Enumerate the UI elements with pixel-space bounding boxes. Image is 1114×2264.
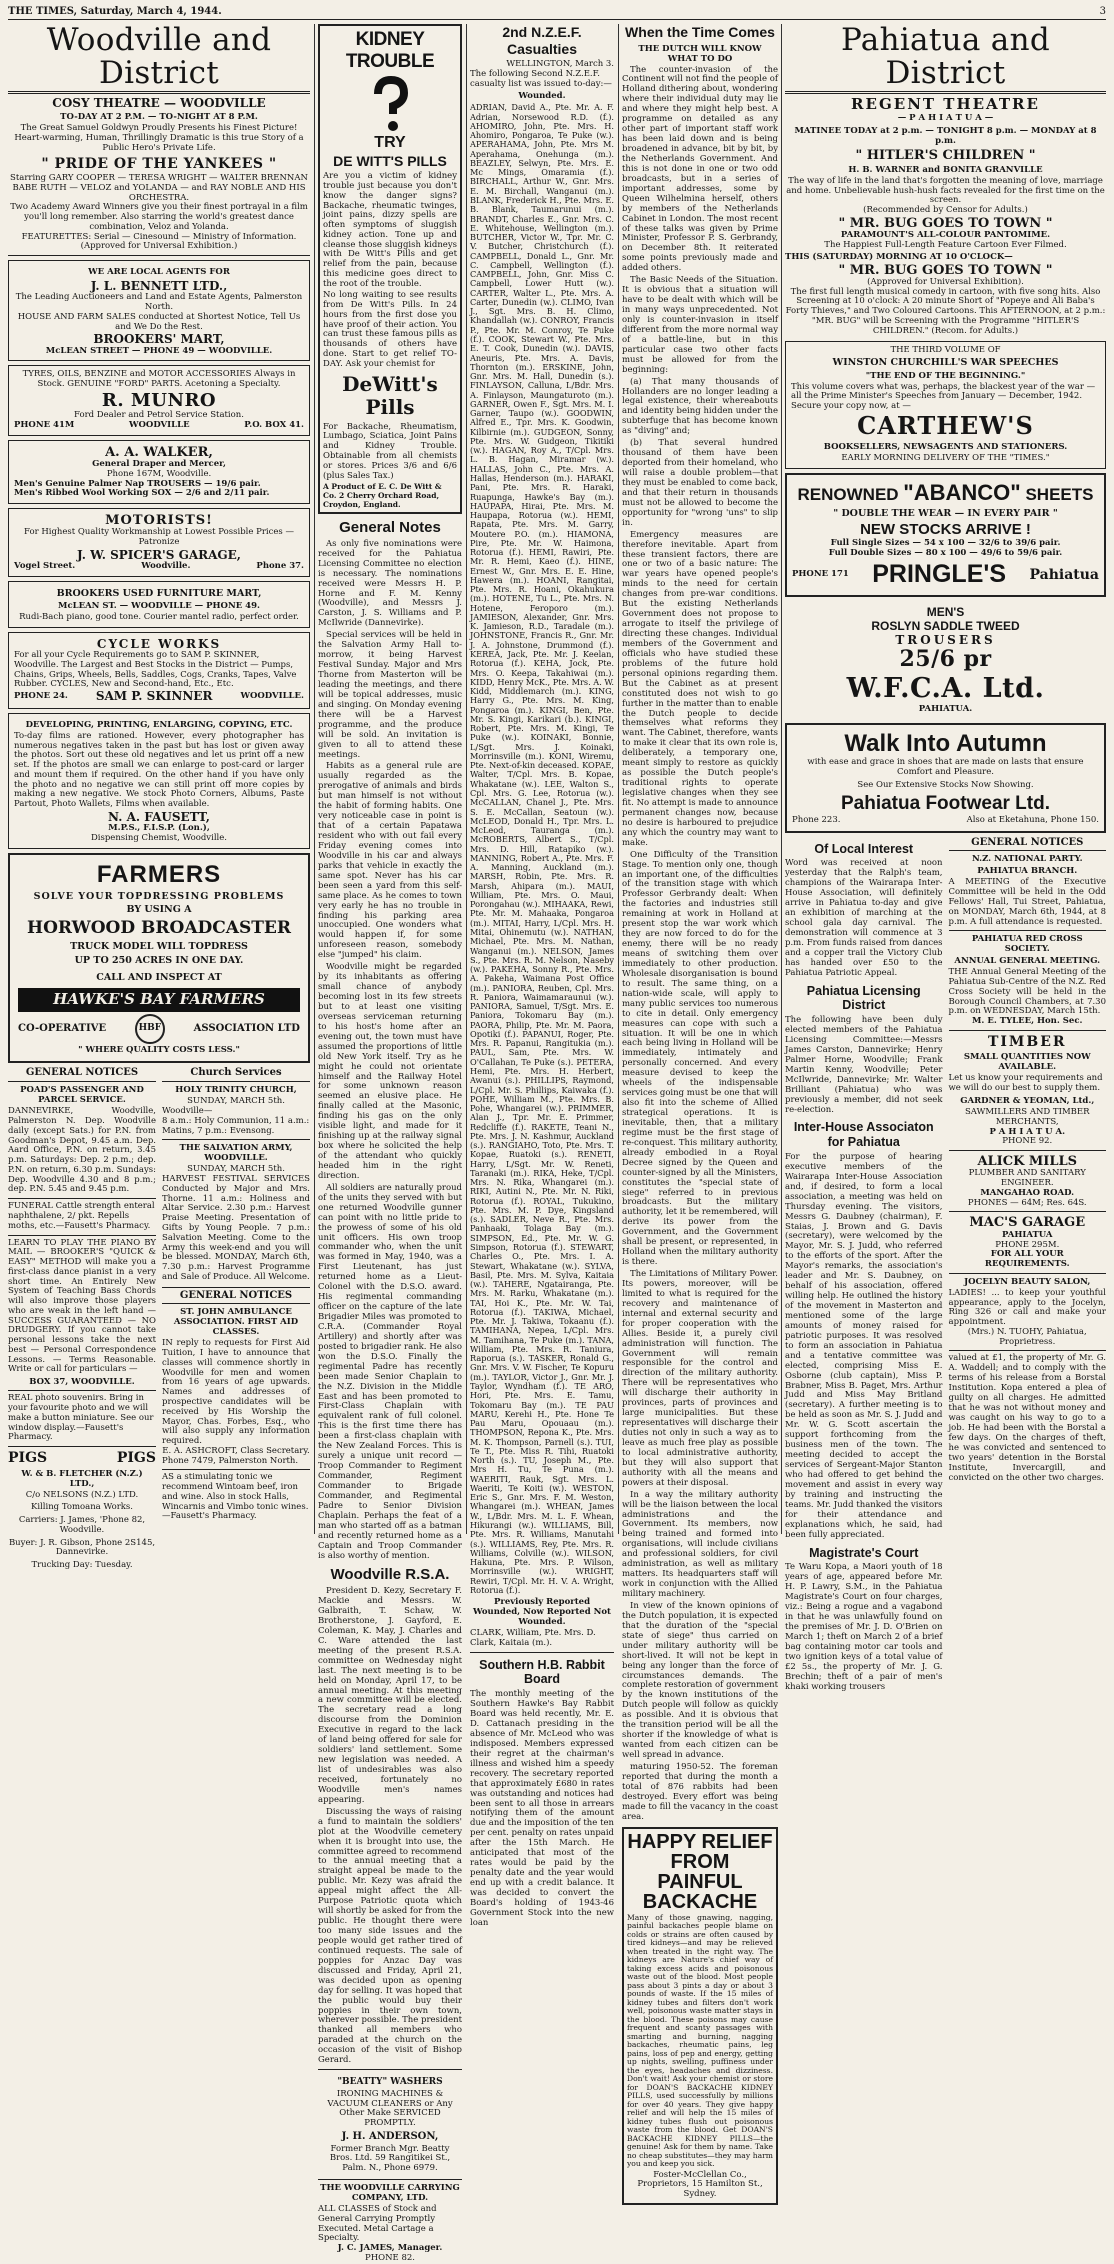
regent-blurb: The way of life in the land that's forgotten the meaning of love, marriage and home. Unbelievable hush-hush facts revealed for the first time on the screen. — [786, 175, 1105, 206]
fausett-name: N. A. FAUSETT, — [108, 809, 210, 824]
abanco-single: Full Single Sizes — 54 x 100 — 32/6 to 39/6 pair. — [830, 537, 1061, 548]
licensing-heading: Pahiatua Licensing District — [806, 983, 921, 1013]
regent-film3: " MR. BUG GOES TO TOWN " — [838, 262, 1053, 278]
abanco-slogan: " DOUBLE THE WEAR — IN EVERY PAIR " — [833, 507, 1058, 519]
woodville-general-notices — [8, 1067, 156, 1570]
general-notes-p1: As only five nominations were received for the Pahiatua Licensing Committee no election is necessary. The nominations received were Messrs H. P. Horne and F. M. Kenny (Woodville), and Messrs J. Carston, J. S. Williams and P. McIlwride (Dannevirke). — [318, 538, 462, 629]
casualties-dateline: WELLINGTON, March 3. — [506, 59, 614, 70]
cycle-text: For all your Cycle Requirements go to SAM P. SKINNER, Woodville. The Largest and Best Stocks in the District — Pumps, Chains, Grips, Wheels, Bells, Saddles, Cogs, Cranks, Tapes, Valve Rubber. CYCLES, New and Second-hand, Etc., Etc. — [14, 649, 297, 690]
alick-name: ALICK MILLS — [977, 1154, 1078, 1170]
pigs-left: PIGS — [8, 1450, 48, 1467]
pigs-day: Trucking Day: Tuesday. — [31, 1560, 133, 1571]
trinity-date: SUNDAY, MARCH 5th. — [187, 1096, 285, 1107]
photo-heading: DEVELOPING, PRINTING, ENLARGING, COPYING, ETC. — [25, 719, 293, 730]
footwear-ad — [785, 723, 1106, 833]
salvation-text: HARVEST FESTIVAL SERVICES Conducted by Major and Mrs. Thorne. 11 a.m.: Holiness and Altar Service. 2.30 p.m.: Harvest Praise Meeting. Presentation of Gifts by Young People. 7 p.m.: Salvation Meeting. Come to the Army this week-end and you will be blessed. MONDAY, March 6th, 7.30 p.m.: Harvest Programme and Sale of Produce. All Welcome. — [162, 1174, 310, 1282]
red-cross-sign: M. E. TYLEE, Hon. Sec. — [972, 1016, 1083, 1027]
carrying-title: THE WOODVILLE CARRYING COMPANY, LTD. — [320, 2182, 460, 2203]
carthew-title: WINSTON CHURCHILL'S WAR SPEECHES — [832, 357, 1059, 369]
casualty-list: ADRIAN, David A., Pte. Mr. A. F. Adrian, Norsewood R.D. (f.). AHOMIRO, John, Pte. Mrs. H. Ahomiro, Pongaroa, Te Puke (w.). APERAHAMA, John, Pte. Mrs M. Aperahama, Onehunga (m.). BEAZLEY, Selwyn, Pte. Mrs. E. Mc Mings, Omaramia (f.). BIRCHALL, Arthur W., Gnr. Mrs. E. M. Birchall, Wanganui (m.). BLANK, Frederick H., Pte. Mrs. E. B. Blank, Taumarunui (m.). BRANDT, Charles E., Gnr. Mrs. C. E. Whitehouse, Wellington (m.). BUTCHER, Victor W., Tpr. Mr. C. V. Butcher, Christchurch (f.). CAMPBELL, Donald L., Gnr. Mr. C. Campbell, Wellington (f.). CAMPBELL, John, Gnr. Miss C. Campbell, Lower Hutt (w.). CARTER, Walter L., Pte. Mrs. A. Carter, Dunedin (w.). CLIMO, Ivan J., Sgt. Mrs. B. H. Climo, Khandallah (w.). CONROY, Francis P., Pte. Mr. M. Conroy, Te Puke (f.). COOK, Stewart W., Pte. Mrs. E. T. Cook, Dunedin (w.). DAVIS, Aneuris, Pte. Mrs. A. Davis, Thornton (m.). ERSKINE, John, Gnr. Mrs. M. Hall, Dunedin (s.). FINLAYSON, Calluna, L/Bdr. Mrs. A. Finlayson, Maungaturoto (m.). GARNER, Owen F., Sgt. Mrs. M. I. Garner, Taupo (w.). GOODWIN, Alfred E., Tpr. Mrs. K. Goodwin, Kilbirnie (m.). GUDGEON, Sonny, Pte. Mrs. W. Gudgeon, Tikitiki (w.). HAGAN, Roy A., T/Cpl. Mrs. L. B. Hagan, Miramar (w.). HALLAS, John C., Pte. Mrs. A. Hallas, Henderson (m.). HARAKI, Pani, Pte. Mrs. R. Haraki, Ruapunga, Hawke's Bay (m.). HAUPAPA, Hirai, Pte. Mrs. M. Haupapa, Rotorua (w.). HEMI, Rapata, Pte. Mrs. M. Garry, Moutere P.O. (m.). HIAMONA, Pire, Pte. Mr. W. Haimona, Rotorua (f.). HEMI, Rawiri, Pte. Mr. R. Hemi, Kaeo (f.). HINE, Ernest W., Gnr. Mrs. E. E. Hine, Hawera (m.). HOANI, Rangitai, Pte. Mrs. R. Hoani, Okahukura (m.). HOTENE, Tu L., Pte. Mrs. N. Hotene, Feroporo (m.). JAMIESON, Alexander, Gnr. Mrs. K. Jamieson, R.D., Taradale (m.). JOHNSTONE, Francis R., Gnr. Mr. J. A. Johnstone, Drummond (f.). KEREA, Jack, Pte. Mr. J. Keelan, Rotorua (f.). KEHA, Jock, Pte. Mrs. O. Keepa, Takahiwai (m.). KIDD, Henry McK., Pte. Mrs. A. W. Kidd, Middlemarch (m.). KING, Harry G., Pte. Mrs. M. King, Pongaroa (m.). KINGI, Ben, Pte. Mr. S. Kingi, Karikari (b.). KINGI, Robert, Pte. Mrs. M. Kingi, Te Puke (w.). KOINAKI, Bonnie, L/Sgt. Mrs. J. Koinaki, Morrinsville (m.). KONI, Wiremu, Pte. Next-of-kin deceased. KOPAE, Walter, T/Cpl. Mrs. B. Kopae, Whakatane (w.). LEE, Walton S., Cpl. Mrs. G. Lee, Rotorua (w.). McCALLAN, Chanel J., Pte. Mrs. S. E. McCallan, Seatoun (w.). McLEOD, Donald H., Tpr. Mrs. L. McLeod, Tauranga (m.). McROBERTS, Albert S., T/Cpl. Mrs. D. Hill, Ratapiko (w.). MANNING, Robert A., Pte. Mrs. F. A. Manning, Auckland (m.). MARSH, Robin, Pte. Mrs. R. Marsh, Ahipara (m.). MAUI, William, Pte. Mrs. O. Maui, Porongahau (w.). MIHAAKA, Rewi, Pte. Mr. M. Mahaaka, Pongaroa (m.). MITAI, Harry, L/Cpl. Mrs. H. Mitai, Ohinemutu (w.). NATHAN, Michael, Pte. Mrs. M. Nathan, Wanganui (m.). NELSON, James S., Pte. Mrs. R. M. Nelson, Naseby (w.). PAKEHA, Sonny R., Pte. Mrs. A. Pakeha, Waimana Post Office (m.). PANIORA, Reuben, Cpl. Mrs. R. Paniora, Waimamaraunui (w.). PANIORA, Samuel, T/Sgt. Mrs. E. Paniora, Tokomaru Bay (m.). PAORA, Philip, Pte. Mr. M. Paora, Opotiki (f.). PAPANUI, Roger, Pte. Mrs. R. Papanui, Rangitukia (m.). PAUL, Sam, Pte. Mrs. W. O'Callahan, Te Puke (s.). PETERA, Hemi, Pte. Mrs. H. Herbert, Awanui (s.). PHILLIPS, Raymond, L/Cpl. Mr. S. Phillips, Kaiwaka (f.). POHE, William M., Pte. Mrs. B. Pohe, Whangarei (w.). PRIMMER, Alan J., Tpr. Mr. E. Primmer, Redcliffe (f.). RAKETE, Teani N., Pte. Mrs. J. N. Kashmur, Auckland (s.). RANGIAHO, Toto, Pte. Mrs. T. Kopae, Ruatoki (s.). RENETI, Harry, L/Sgt. Mr. W. Reneti, Taranaki (m.). RIKA, Heke, T/Cpl. Mrs. N. Rika, Whangarei (m.). RIKI, Autini N., Pte. Mr. N. Riki, Rotorua (f.). ROYAL, Tukukino, Pte. Mrs. M. P. Dye, Kingsland (s.). SADLER, Neve R., Pte. Mrs. Panhaaki, Tolaga Bay (m.). SIMPSON, Ed., Pte. Mr. W. G. Simpson, Rotorua (f.). STEWART, Charles O., Pte. Mrs. I. A. Stewart, Whakatane (w.). SYLVA, Basil, Pte. Mrs. M. Sylva, Kaitaia (w.). TAHERE, Ngatairanga, Pte. Mrs. M. Rarku, Whakatane (m.). TAI, Hoi K., Pte. Mr. W. Tai, Rotorua (f.). TAKIWA, Michael, Pte. Mr. J. Takiwa, Tokaanu (f.). TAMIHANA, Nepea, L/Cpl. Mrs. M. Tamihana, Te Puke (m.). TANA, William, Pte. Mrs. R. Taniura, Raporua (s.). TASKER, Ronald G., Gnr. Mrs. V. W. Fischer, Te Kopuru (m.). TAYLOR, Victor J., Gnr. Mr. J. Taylor, Wyndham (f.). TE ARO, Hori, Pte. Mrs. E. Tamu, Tokomaru Bay (m.). TE PAU MARU, Kerehi H., Pte. Hone Te Pau Maru, Opouaau (m.). THOMPSON, Repona K., Pte. Mrs. M. K. Thompson, Parnell (s.). TUI, Te T., Pte. Miss R. Tihi, Ruatoki North (s.). TU, Joseph M., Pte. Mrs H. Tu, Te Puna (m.). WAERITI, Rauk, Sgt. Mrs. L. Waeriti, Te Koiti (w.). WESTON, Eric S., Gnr. Mrs. F. M. Weston, Whangarei (m.). WHEAN, James W., L/Bdr. Mrs. M. L. F. Whean, Hikurangi (w.). WILLIAMS, Bill, Pte. Mrs. R. Williams, Manutahi (s.). WILLIAMS, Rey, Pte. Mrs. R. Williams, Colville (w.). WILSON, Hakuna, Pte. Mrs. P. Wilson, Morrinsville (w.). WRIGHT, Rewiri, T/Cpl. Mr. H. V. A. Wright, Rotorua (f.). — [470, 102, 614, 1595]
pigs-right: PIGS — [116, 1450, 156, 1467]
beatty-name: J. H. ANDERSON, — [341, 2130, 439, 2142]
rsa-heading: Woodville R.S.A. — [330, 1566, 450, 1584]
agents-name: J. L. BENNETT LTD., — [90, 279, 228, 294]
regent-film1: " HITLER'S CHILDREN " — [855, 147, 1036, 163]
film-approval: (Approved for Universal Exhibition.) — [80, 241, 238, 252]
farmers-line1: SOLVE YOUR TOPDRESSING PROBLEMS — [33, 890, 285, 902]
alick-desc: PLUMBER AND SANITARY ENGINEER. — [968, 1168, 1086, 1189]
salvation-date: SUNDAY, MARCH 5th. — [187, 1164, 285, 1175]
macs-sub: FOR ALL YOUR REQUIREMENTS. — [984, 1249, 1070, 1270]
regent-approval: (Recommended by Censor for Adults.) — [863, 205, 1028, 216]
carthew-desc: BOOKSELLERS, NEWSAGENTS AND STATIONERS. — [823, 442, 1068, 453]
alick-phone: PHONES — 64M; Res. 64S. — [967, 1197, 1087, 1208]
kidney-desc: For Backache, Rheumatism, Lumbago, Sciatica, Joint Pains and Kidney Trouble. Obtainable from all chemists or stores. Prices 3/6 and 6/6 (plus Sales Tax.) — [323, 421, 457, 481]
munro-box: P.O. BOX 41. — [244, 419, 304, 430]
film-cast: Starring GARY COOPER — TERESA WRIGHT — WALTER BRENNAN BABE RUTH — VELOZ and YOLANDA — and RAY NOBLE AND HIS ORCHESTRA. — [10, 173, 308, 203]
wfca-town: PAHIATUA. — [918, 704, 973, 715]
abanco-sheets: SHEETS — [1025, 484, 1094, 504]
time-comes-p6: One Difficulty of the Transition Stage. To mention only one, though an important one, of the difficulties of the transition stage with which Professor Gerbrandy dealt: When the factories and industries still remaining at work in Holland at present stop the war work which they are now forced to do for the enemy, there will be no ready means of switching them over immediately to other production. Wholesale disorganisation is bound to result. The same thing, on a nation-wide scale, will apply to many public services too numerous to cite in detail. Only emergency measures can cope with such a situation. It will be one in which each being living in Holland will be immediately, intimately and personally concerned. And every measure devised to keep the wheels of the indispensable services going must be one that will also fit into the scheme of Allied strategical operations. It is inevitable, then, that a military regime must be the first stage of re-conquest. This military authority, already embodied in a Royal Decree signed by the Queen and counter-signed by all the Ministers, constitutes the "special state of siege" referred to in previous broadcasts. But the military authority, let it be remembered, will derive its power from the Government, and the Government shall be present, or represented, in Holland when the military authority is there. — [622, 849, 778, 1268]
regent-theatre-ad — [785, 96, 1106, 336]
magistrate-text: Te Waru Kopa, a Maori youth of 18 years of age, appeared before Mr. H. P. Lawry, S.M., in the Pahiatua Magistrate's Court on four charges, viz.: Being a rogue and a vagabond in that he was unlawfully found on the premises of Mr. J. D. O'Brien on March 1; theft on March 2 of a brief bag containing motor car tools and two ignition keys of a total value of £2 5s., the property of Mr. J. G. Brechin; theft of a pair of men's khaki working trousers — [785, 1562, 943, 1692]
regent-happiest: The Happiest Full-Length Feature Cartoon Ever Filmed. — [824, 240, 1067, 251]
farmers-ad — [8, 853, 310, 1064]
beatty-title: "BEATTY" WASHERS — [337, 2077, 443, 2088]
church-heading: Church Services — [162, 1067, 310, 1082]
stjohn-sign: E. A. ASHCROFT, Class Secretary. — [162, 1445, 310, 1456]
trinity-title: HOLY TRINITY CHURCH, — [175, 1085, 297, 1096]
pahiatua-banner: Pahiatua and District — [841, 22, 1050, 91]
stjohn-title: ST. JOHN AMBULANCE ASSOCIATION. FIRST AID CLASSES. — [173, 1307, 299, 1338]
interhouse-text: For the purpose of hearing executive members of the Wairarapa Inter-House Association and, if desired, to form a local association, a meeting was held on Thursday evening. The visitors, Messrs G. Daubney (chairman), F. Staias, J. Brown and G. Davis (secretary), were welcomed by the Mayor, Mr. S. J. Judd, who referred to the efforts of the sport. After the Mayor's remarks, the association's leader and Mr. S. Daubney, on behalf of his association, offered willing help. He outlined the history of the movement in Masterton and mentioned some of the large amounts of money raised for patriotic purposes. It was resolved to form an association in Pahiatua and a tentative committee was elected, comprising Miss E. Osborne (club captain), Miss P. Brabner, Miss B. Paget, Mrs. Arthur Judd and Miss May Britland (secretary). A further meeting is to be held as soon as Mr. S. J. Judd and Mr. W. G. Scott ascertain the support forthcoming from the business men of the town. The meeting decided to accept the services of Sergeant-Major Stanton who had offered to get behind the movement and assist in every way by training and instructing the teams. Mr. Judd thanked the visitors for their attendance and explanations which, he said, had been fully appreciated. — [785, 1151, 943, 1540]
happy-relief-ad — [622, 1827, 778, 2205]
souvenir-notice: REAL photo souvenirs. Bring in your favourite photo and we will make a button miniature. See our window display.—Fausett's Pharmacy. — [8, 1393, 154, 1443]
timber-heading: TIMBER — [987, 1033, 1067, 1050]
notices-heading-2: GENERAL NOTICES — [162, 1287, 310, 1305]
pahiatua-section — [785, 22, 1106, 1692]
hbf-logo-top: HAWKE'S BAY FARMERS — [18, 988, 300, 1012]
agents-firm: BROOKERS' MART, — [93, 332, 225, 347]
timber-town: P A H I A T U A. — [989, 1126, 1066, 1137]
kidney-headline: KIDNEY TROUBLE — [345, 29, 435, 73]
regent-town: — P A H I A T U A — — [897, 112, 994, 123]
salon-text: LADIES! ... to keep your youthful appearance, apply to the Jocelyn, Ring 326 or call and make your appointment. — [948, 1287, 1106, 1328]
spicer-town: Woodville. — [141, 561, 191, 572]
time-comes-body — [622, 66, 778, 1823]
rsa-p2: Discussing the ways of raising a fund to maintain the soldiers' plot at the Woodville cemetery when it is brought into use, the committee agreed to recommend to the annual meeting that a straight appeal be made to the public. Mr. Kezy was afraid the appeal might affect the All-Purpose Patriotic quota which will shortly be asked for from the public. He thought there were too many side issues and the people would get rather tired of continued requests. The sale of poppies for Anzac Day was discussed and Friday, April 21, was decided upon as opening day for selling. It was hoped that the public would buy their poppies in their own town, wherever possible. The president thanked all members who paraded at the church on the occasion of the visit of Bishop Gerard. — [318, 1806, 462, 2066]
time-comes-p5: Emergency measures are therefore inevitable. Apart from these transient factors, there are one or two of a basic nature: The war years have opened people's minds to the need for certain changes from pre-war conditions. But the existing Netherlands Government does not propose to arrogate to itself the privilege of directing these changes. Individual members of the Government and officials who have studied these problems of the future hold personal opinions regarding them. But the Cabinet as at present constituted does not wish to go further in the matter than to enable the Dutch people to decide themselves what reforms they want. The Cabinet, therefore, wants to make it clear that its own role is, deliberately, a temporary one, meant simply to restore as quickly as possible the Dutch people's traditional rights to operate legislative changes when they see fit. No attempt is made to announce permanent changes now, because no desire is harboured to prejudice any which the country may want to make. — [622, 529, 778, 848]
cycle-town: WOODVILLE. — [240, 691, 304, 702]
autumn-window: See Our Extensive Stocks Now Showing. — [857, 779, 1034, 790]
walker-line1: Men's Genuine Palmer Nap TROUSERS — 19/6 pair. — [14, 478, 261, 489]
red-cross: PAHIATUA RED CROSS SOCIETY. — [971, 934, 1083, 955]
walker-line2: Men's Ribbed Wool Working SOX — 2/6 and 2/11 pair. — [14, 488, 270, 499]
pahiatua-notices-heading: GENERAL NOTICES — [949, 837, 1107, 852]
film-awards: Two Academy Award Winners give you their finest portrayal in a film you'll long remember. Also starring the world's greatest dance combination, Veloz and Yolanda. — [10, 202, 308, 232]
magistrate-heading: Magistrate's Court — [809, 1545, 919, 1560]
casualties-wounded-label: Wounded. — [518, 91, 566, 102]
general-notes-p5: All soldiers are naturally proud of the units they served with but one returned Woodville gunner can point with no little pride to the prowess of some of his old unit officers. His own troop commander who, when the unit was formed in May, 1940, was a First Lieutenant, has just returned home as a Lieut-Colonel with the D.S.O. award. His regimental commanding officer on the capture of the late Brigadier Miles was promoted to C.R.A. (Commander Royal Artillery) and shortly after was posted to brigadier rank. He also won the D.S.O. Finally the regimental Padre has recently been made Senior Chaplain to the N.Z. Division in the Middle East and has been promoted to First-Class Chaplain with equivalent rank of full colonel. This is the first time there has been a first-class chaplain with the New Zealand Forces. This is surely a unique unit record — Troop Commander to Regiment Commander, Regiment Commander to Brigade Commander, and Regimental Padre to Senior Division Chaplain. Perhaps the feat of a man who started off as a batman and recently returned home as a Captain and Troop Commander is also worthy of mention. — [318, 1182, 462, 1561]
autumn-heading: Walk Into Autumn — [844, 729, 1047, 757]
abanco-stocks: NEW STOCKS ARRIVE ! — [860, 521, 1031, 539]
theatre-intro: The Great Samuel Goldwyn Proudly Presents his Finest Picture! Heart-warming, Human, Thrillingly Dramatic is this true Story of a Public Hero's Private Life. — [14, 123, 304, 153]
happy-text: Many of those gnawing, nagging, painful backaches people blame on colds or strains are often caused by tired kidneys—and may be relieved when treated in the right way. The kidneys are Nature's chief way of taking excess acids and poisonous waste out of the blood. Most people pass about 3 pints a day or about 3 pounds of waste. If the 15 miles of kidney tubes and filters don't work well, poisonous waste matter stays in the blood. These poisons may cause frequent and scanty passages with smarting and burning, nagging backaches, rheumatic pains, leg pains, loss of pep and energy, getting up nights, swelling, puffiness under the eyes, headaches and dizziness. Don't wait! Ask your chemist or store for DOAN'S BACKACHE KIDNEY PILLS, used successfully by millions for over 40 years. They give happy relief and will help the 15 miles of kidney tubes flush out poisonous waste from the blood. Get DOAN'S BACKACHE KIDNEY PILLS—the genuine! Ask for them by name. Take no cheap substitutes—they may harm you and keep you sick. — [627, 1912, 773, 2169]
walker-ad — [8, 440, 310, 504]
masthead-date: THE TIMES, Saturday, March 4, 1944. — [8, 6, 222, 17]
pringles-name: PRINGLE'S — [872, 560, 1006, 589]
hbf-logo-right: ASSOCIATION LTD — [193, 1022, 300, 1034]
cosy-theatre-ad — [8, 96, 310, 252]
general-notes-p3: Habits as a general rule are usually regarded as the prerogative of animals and birds but man himself is not without the habit of forming habits. One very noticeable case in point is that of a certain Papatawa resident who with out fail every Friday evening comes into Woodville in his car and always parks that vehicle in exactly the same spot. Never has his car been seen a yard from this self-same place. As he comes to town very early he has no trouble in finding his parking area unoccupied. One wonders what would happen if, for some unforeseen reason, somebody else "jumped" his claim. — [318, 761, 462, 961]
kidney-trouble-ad — [318, 24, 462, 514]
salon-sign: (Mrs.) N. TUOHY, Pahiatua, Proprietress. — [967, 1326, 1087, 1347]
time-comes-p9: In view of the known opinions of the Dutch population, it is expected that the duration of the "special state of siege" thus carried on under military authority will be short-lived. It will not be kept in being any longer than the force of circumstances demands. The complete restoration of government by the known institutions of the Dutch people will follow as quickly as possible. And it is obvious that the transition period will be all the shorter if the knowledge of what is wanted from each citizen can be well spread in advance. — [622, 1600, 778, 1761]
time-comes-p7: The Limitations of Military Power. Its powers, moreover, will be limited to what is required for the recovery and maintenance of internal and external security and for proper cooperation with the Allies. Beside it, a purely civil administration will function. The Government will remain responsible for the control and direction of the military authority. There will be representatives who will discharge their authority in provinces, parts of provinces and large municipalities. But these representatives will discharge their duties not only in such a way as to leave as much free play as possible to local administrative authority, but they will also support that authority with all the means and powers at their disposal. — [622, 1269, 778, 1488]
kidney-maker: A Product of E. C. De Witt & Co. 2 Cherry Orchard Road, Croydon, England. — [323, 482, 442, 509]
general-notes-body — [318, 540, 462, 1562]
general-notes-p2: Special services will be held in the Salvation Army Hall to-morrow, it being Harvest Festival Sunday. Major and Mrs Thorne from Masterton will be leading the meetings, and there will be topical addresses, music and singing. On Monday evening there will be a Harvest programme, and the produce will be sold. An invitation is given to all to attend these meetings. — [318, 630, 462, 760]
poad-text: DANNEVIRKE, Woodville, Palmerston N. Dep. Woodville daily (except Sats.) for P.N. from Goodman's Depot, 9.45 a.m. Dep. Aard Office, P.N. on return, 3.45 p.m. Saturdays: Dep. 2 p.m.; dep. P.N. on return, 6.30 p.m. Sundays: Dep. Woodville 4.30 and 8 p.m.; dep. P.N. 5.45 and 9.45 p.m. — [8, 1106, 156, 1195]
spicer-ad — [8, 508, 310, 577]
beatty-line1: IRONING MACHINES & VACUUM CLEANERS or Any Other Make SERVICED PROMPTLY. — [327, 2088, 453, 2129]
kidney-try: TRY — [374, 133, 406, 151]
pringles-town: Pahiatua — [1029, 566, 1099, 583]
time-comes-p4: (b) That several hundred thousand of them have been deported from their homeland, who will raise a double problem—that they must be enabled to come back, and that their return in thousands must not be allowed to become the opportunity for "wrong 'uns" to slip in. — [622, 438, 778, 528]
time-comes-p8: In a way the military authority will be the liaison between the local administrations and the Government. Its members, now being trained and formed into organisations, will include civilians and professional soldiers, for civil administration, as well as military matters. Its headquarters staff will work in conjunction with the Allied military machinery. — [622, 1489, 778, 1600]
munro-name: R. MUNRO — [101, 389, 217, 411]
woodville-banner: Woodville and District — [46, 22, 272, 91]
photo-text: To-day films are rationed. However, every photographer has numerous negatives taken in the past but has lost or given away the photos. Sort out these old negatives and let us print off a new set. If the photos are small we can enlarge to post-card or larger and mount them if required. On the other hand if you have only the photo and no negative we can still print off more copies by making a new negative. We stock Photo Corners, Albums, Paste Partout, Photo Wallets, Films when available. — [14, 730, 304, 810]
salvation-title: THE SALVATION ARMY, WOODVILLE. — [179, 1143, 293, 1164]
beatty-address: Former Branch Mgr. Beatty Bros. Ltd. 59 Rangitikei St., Palm. N., Phone 6979. — [329, 2143, 451, 2174]
church-services — [162, 1067, 310, 1570]
fausett-desc: Dispensing Chemist, Woodville. — [90, 832, 228, 843]
pigs-name: W. & B. FLETCHER (N.Z.) LTD., — [21, 1468, 143, 1489]
fausett-quals: M.P.S., F.I.S.P. (Lon.), — [108, 823, 210, 834]
page-number: 3 — [1099, 6, 1106, 17]
abanco-ad — [785, 473, 1106, 597]
agents-address: McLEAN STREET — PHONE 49 — WOODVILLE. — [45, 345, 273, 356]
footwear-phone: Phone 223. — [792, 814, 841, 825]
hbf-slogan: " WHERE QUALITY COSTS LESS." — [78, 1044, 240, 1055]
spicer-street: Vogel Street. — [14, 561, 76, 572]
tonic-notice: AS a stimulating tonic we recommend Wintoam beef, iron and wine. Also in stock Halls, Wincarnis and Vimbo tonic wines.—Fausett's Pharmacy. — [162, 1472, 309, 1522]
carthew-top: THE THIRD VOLUME OF — [890, 344, 1001, 355]
carthew-delivery: EARLY MORNING DELIVERY OF THE "TIMES." — [841, 453, 1050, 464]
magistrate-text2: valued at £1, the property of Mr. G. A. Waddell; and to comply with the terms of his release from a Borstal Institution. Kopa entered a plea of guilty on all charges. He admitted that he was not without money and was caught on his way to go to a job. He had been with the Borstal a few days. On the charges of theft, he was convicted and sentenced to two years' detention in the Borstal Institute, Invercargill, and convicted on the other two charges. — [948, 1353, 1106, 1483]
fausett-ad — [8, 713, 310, 849]
casualties-heading: 2nd N.Z.E.F. Casualties — [502, 24, 582, 57]
happy-headline: HAPPY RELIEF FROM PAINFUL BACKACHE — [627, 1830, 773, 1913]
red-cross-annual: ANNUAL GENERAL MEETING. — [954, 956, 1101, 967]
wfca-ad — [785, 601, 1106, 719]
interhouse-heading: Inter-House Associaton for Pahiatua — [793, 1120, 934, 1150]
hbf-logo-left: CO-OPERATIVE — [18, 1022, 107, 1034]
timber-text: Let us know your requirements and we will do our best to supply them. — [948, 1073, 1103, 1094]
motorists-line: For Highest Quality Workmanship at Lowest Possible Prices — Patronize — [24, 527, 294, 548]
pigs-killing: Killing Tomoana Works. — [30, 1502, 133, 1513]
masthead — [8, 6, 1106, 20]
stjohn-text: IN reply to requests for First Aid Tuition, I have to announce that classes will commence shortly in Woodville for men and women from 16 years of age upwards. Names and addresses of prospective candidates will be received by His Worship the Mayor, Chas. Forbes, Esq., who will also supply any information required. — [162, 1338, 310, 1447]
casualties-intro: The following Second N.Z.E.F. casualty list was issued to-day:— — [470, 68, 612, 89]
party-branch: PAHIATUA BRANCH. — [977, 866, 1078, 877]
salon-name: JOCELYN BEAUTY SALON, — [964, 1276, 1091, 1287]
bennett-ad — [8, 260, 310, 361]
piano-notice: LEARN TO PLAY THE PIANO BY MAIL — BROOKER'S "QUICK & EASY" METHOD will make you a first-class dance pianist in a very short time. An Entirely New System of Teaching Bass Chords will also improve those players who are weak in the left hand — SUCCESS GUARANTEED — NO DRUDGERY. If you cannot take personal lessons take the next best — Personal Correspondence Lessons. — Terms Reasonable. Write or call for particulars — — [8, 1237, 156, 1375]
brookers-name: BROOKERS USED FURNITURE MART, — [56, 587, 262, 599]
rabbit-heading: Southern H.B. Rabbit Board — [479, 1657, 605, 1687]
regent-pantomime: PARAMOUNT'S ALL-COLOUR PANTOMIME. — [840, 230, 1051, 241]
munro-ad — [8, 365, 310, 435]
walker-desc: General Draper and Mercer, — [92, 458, 226, 469]
farmers-line3: TRUCK MODEL WILL TOPDRESS — [70, 941, 248, 953]
regent-screen: The first full length musical comedy in cartoon, with five song hits. Also Screening at 10 o'clock: A 20 minute Short of "Popeye and Ali Baba's Forty Thieves," and Two Coloured Cartoons. This AFTERNOON, at 2 p.m.: "MR. BUG" will be Screening with the Programme "HITLER'S CHILDREN." (Recom. for Adults.) — [785, 286, 1106, 336]
time-comes-p1: The counter-invasion of the Continent will not find the people of Holland dithering about, wondering where their individual duty may lie and where they might help best. A programme on detailed as any other part of important staff work has been laid down and is being broadened in advance, bit by bit, by the Netherlands Government. And this is not done in one or two odd broadcasts, but in a series of important addresses, some by Queen Wilhelmina herself, others by members of the Netherlands Cabinet in London. The most recent of these talks was given by Prime Minister, Professor P. S. Gerbrandy, on December 8th. It reiterated some points previously made and added others. — [622, 64, 778, 274]
cycle-phone: PHONE 24. — [14, 691, 68, 702]
general-notes-heading: General Notes — [339, 519, 441, 537]
autumn-sub: with ease and grace in shoes that are made on lasts that ensure Comfort and Pleasure. — [807, 757, 1084, 777]
regent-cast: H. B. WARNER and BONITA GRANVILLE — [848, 164, 1043, 175]
carthew-ad — [785, 341, 1106, 469]
carrying-sign: J. C. JAMES, Manager. — [337, 2243, 443, 2254]
rsa-p1: President D. Kezy, Secretary F. Mackie and Messrs. W. Galbraith, T. Schaw, W. Brotherstone, J. Gayford, E. Coleman, K. May, J. Charles and C. Ware attended the last meeting of the present R.S.A. committee on Wednesday night last. The next meeting is to be held on Monday, April 17, to be annual meeting. At this meeting a new committee will be elected. The secretary read a long discourse from the Dominion Executive in regard to the lack of land being offered for sale for soldiers' land settlement. Some new legislation was needed. A list of undesirables was also received, fortunately no Woodville men's names appearing. — [318, 1586, 462, 1805]
party-meeting: A MEETING of the Executive Committee will be held in the Odd Fellows' Hall, Tui Street, Pahiatua, on MONDAY, March 6th, 1944, at 8 p.m. A full attendance is requested. — [948, 877, 1106, 927]
theatre-times: TO-DAY AT 2 P.M. — TO-NIGHT AT 8 P.M. — [60, 112, 258, 123]
poad-title: POAD'S PASSENGER AND PARCEL SERVICE. — [20, 1085, 144, 1106]
carrying-text: ALL CLASSES of Stock and General Carrying Promptly Executed. Metal Cartage a Specialty. — [318, 2203, 437, 2244]
agents-heading: WE ARE LOCAL AGENTS FOR — [88, 267, 230, 278]
alick-road: MANGAHAO ROAD. — [980, 1187, 1075, 1198]
timber-desc: SAWMILLERS AND TIMBER MERCHANTS, — [964, 1107, 1090, 1127]
agents-house: HOUSE AND FARM SALES conducted at Shortest Notice, Tell Us and We Do the Rest. — [17, 311, 301, 332]
regent-approval2: (Approved for Universal Exhibition). — [867, 276, 1024, 287]
beatty-ad — [318, 2074, 462, 2175]
abanco-double: Full Double Sizes — 80 x 100 — 49/6 to 59/6 pair. — [828, 547, 1063, 558]
kidney-brand: DE WITT'S PILLS — [333, 152, 447, 169]
timber-phone: PHONE 92. — [1002, 1136, 1053, 1147]
pahiatua-news — [785, 837, 943, 1693]
farmers-line2: BY USING A — [126, 904, 192, 916]
farmers-line5: CALL AND INSPECT AT — [96, 971, 222, 983]
macs-name: MAC'S GARAGE — [969, 1215, 1086, 1231]
cycle-name: SAM P. SKINNER — [95, 689, 213, 704]
regent-times: MATINEE TODAY at 2 p.m. — TONIGHT 8 p.m. — MONDAY at 8 p.m. — [794, 125, 1097, 146]
cycle-heading: CYCLE WORKS — [96, 636, 222, 651]
local-interest-text: Word was received at noon yesterday that the Ralph's team, champions of the Wairarapa Inter-House Association, will definitely arrive in Pahiatua to-day and give an exhibition of marching at the school gala day carnival. The demonstration will commence at 3 p.m. From funds raised from dances and a copper trail the Victory Club has handed over £50 to the Pahiatua Patriotic Appeal. — [785, 858, 943, 978]
dewitts-logo: DeWitt's Pills — [342, 371, 438, 420]
kidney-text2: No long waiting to see results from De Witt's Pills. In 24 hours from the first dose you have proof of their action. You can trust these famous pills as thousands of others have done. Start to get relief TO-DAY. Ask your chemist for — [323, 290, 457, 369]
wfca-price: 25/6 pr — [899, 646, 992, 673]
pigs-carriers: Carriers: J. James, 'Phone 82, Woodville. — [18, 1515, 146, 1535]
trinity-times: 8 a.m.: Holy Communion, 11 a.m.: Matins, 7 p.m.: Evensong. — [162, 1115, 310, 1136]
regent-morning: THIS (SATURDAY) MORNING AT 10 O'CLOCK— — [785, 251, 1013, 262]
wfca-trousers: TROUSERS — [895, 633, 996, 648]
happy-maker: Foster-McClellan Co., Proprietors, 15 Hamilton St., Sydney. — [637, 2169, 763, 2200]
spicer-phone: Phone 37. — [256, 561, 304, 572]
film-title: " PRIDE OF THE YANKEES " — [41, 155, 277, 172]
featurettes: FEATURETTES: Serial — Cinesound — Ministry of Information. — [21, 231, 297, 242]
farmers-product: HORWOOD BROADCASTER — [27, 918, 291, 939]
brookers-desc: Rudi-Bach piano, good tone. Courier mantel radio, perfect order. — [19, 612, 299, 623]
brookers-furniture-ad — [8, 581, 310, 628]
rabbit-text: The monthly meeting of the Southern Hawke's Bay Rabbit Board was held recently, Mr. E. D. Cattanach presiding in the absence of Mr. McLeod who was indisposed. Members expressed their regret at the chairman's illness and wished him a speedy recovery. The secretary reported that approximately £680 in rates was outstanding and notices had been sent to all those in arrears notifying them of the amount due and the imposition of the ten per cent. penalty on rates unpaid after the 15th March. He anticipated that most of the rates would be paid by the penalty date and the year would end up with a credit balance. It was decided to convert the Board's holding of 1943-46 Government Stock into the new loan — [470, 1689, 614, 1928]
wfca-mens: MEN'S — [926, 604, 965, 619]
casualties-prev: Previously Reported Wounded, Now Reported Not Wounded. — [473, 1597, 611, 1628]
walker-phone: Phone 167M, Woodville. — [106, 468, 212, 479]
motorists-heading: MOTORISTS! — [105, 513, 213, 529]
carthew-text: This volume covers what was, perhaps, the blackest year of the war — all the Prime Minister's Speeches from January — December, 1942. Secure your copy now, at — — [791, 381, 1096, 412]
timber-name: GARDNER & YEOMAN, Ltd., — [960, 1095, 1095, 1106]
time-comes-sub: THE DUTCH WILL KNOW WHAT TO DO — [638, 43, 762, 64]
farmers-heading: FARMERS — [96, 860, 222, 888]
munro-intro: TYRES, OILS, BENZINE and MOTOR ACCESSORIES Always in Stock. GENUINE "FORD" PARTS. Acetoning a Specialty. — [22, 369, 296, 390]
column-5 — [622, 24, 778, 2200]
casualties-prev-name: CLARK, William, Pte. Mrs. D. Clark, Kaitaia (m.). — [470, 1628, 596, 1648]
time-comes-p3: (a) That many thousands of Hollanders are no longer leading a legal existence, their whereabouts and identity being hidden under the subterfuge that has become known as "diving" and; — [622, 376, 778, 437]
wfca-item: ROSLYN SADDLE TWEED — [871, 618, 1020, 633]
walker-name: A. A. WALKER, — [105, 444, 213, 460]
abanco-name: "ABANCO" — [903, 479, 1021, 505]
spicer-name: J. W. SPICER'S GARAGE, — [77, 547, 241, 562]
general-notes-p4: Woodville might be regarded by its inhabitants as offering small chance of anybody becoming lost in its few streets but to at least one visiting overseas serviceman returning to his host's home after an evening out, the town must have assumed the proportions of little old New York itself. Try as he might he could not orientate himself and the Railway Hotel for some unknown reason seemed an elusive place. He finally called at the Masonic, finding his gas on the only visible light, and made for it finishing up at the railway signal box where he solicited the help of the attendant who quickly headed him in the right direction. — [318, 962, 462, 1181]
macs-town: PAHIATUA — [1001, 1229, 1053, 1240]
agents-desc: The Leading Auctioneers and Land and Estate Agents, Palmerston North. — [15, 292, 303, 313]
question-mark-icon — [360, 74, 420, 134]
piano-box: BOX 37, WOODVILLE. — [29, 1377, 135, 1388]
footwear-name: Pahiatua Footwear Ltd. — [840, 793, 1051, 815]
stjohn-phone: Phone 7479, Palmerston North. — [162, 1455, 299, 1466]
footwear-also: Also at Eketahuna, Phone 150. — [966, 814, 1099, 825]
national-party: N.Z. NATIONAL PARTY. — [971, 854, 1083, 865]
kidney-text: Are you a victim of kidney trouble just because you don't know the danger signs? Backache, rheumatic twinges, joint pains, dizzy spells are often symptoms of sluggish kidney action. Tone up and cleanse those sluggish kidneys with De Witt's Pills and get relief from the pain, because this medicine goes direct to the root of the trouble. — [323, 171, 457, 289]
notices-heading: GENERAL NOTICES — [8, 1067, 156, 1082]
hbf-logo — [18, 1014, 300, 1044]
munro-desc: Ford Dealer and Petrol Service Station. — [74, 410, 244, 421]
carrying-ad — [318, 2183, 462, 2264]
pigs-buyer: Buyer: J. R. Gibson, Phone 2S145, Dannevirke. — [8, 1537, 156, 1558]
local-interest-heading: Of Local Interest — [814, 841, 914, 856]
rabbit-continued: maturing 1950-52. The foreman reported that during the month a total of 876 rabbits had been destroyed. Every effort was being made to fill the vacancy in the coast area. — [622, 1761, 778, 1822]
brookers-address: McLEAN ST. — WOODVILLE — PHONE 49. — [58, 601, 260, 612]
column-3 — [318, 24, 462, 2263]
munro-phone: PHONE 41M — [14, 419, 75, 430]
theatre-name: COSY THEATRE — WOODVILLE — [52, 96, 266, 111]
rsa-body — [318, 1587, 462, 2066]
wfca-name: W.F.C.A. Ltd. — [846, 673, 1045, 705]
regent-name: REGENT THEATRE — [851, 95, 1040, 114]
pigs-co: C/o NELSONS (N.Z.) LTD. — [25, 1489, 139, 1500]
woodville-section — [8, 22, 310, 1571]
macs-phone: PHONE 295M. — [995, 1239, 1060, 1250]
munro-town: WOODVILLE — [128, 419, 190, 430]
farmers-line4: UP TO 250 ACRES IN ONE DAY. — [74, 954, 244, 966]
cycle-works-ad — [8, 632, 310, 709]
red-cross-text: THE Annual General Meeting of the Pahiatua Sub-Centre of the N.Z. Red Cross Society will be held in the Borough Council Chambers, at 7.30 p.m. on WEDNESDAY, March 15th. — [948, 967, 1106, 1017]
pahiatua-notices — [949, 837, 1107, 1693]
abanco-phone: PHONE 171 — [792, 569, 849, 580]
licensing-text: The following have been duly elected members of the Pahiatua Licensing Committee:—Messrs James Carston, Dannevirke; Henry Palmer Horne, Woodville; Frank Martin Kenny, Woodville; Peter McIlwride, Dannevirke; Mr. Walter Brilliant (Pahiatua) who was previously a member, did not seek re-election. — [785, 1015, 943, 1115]
abanco-renowned: RENOWNED — [797, 484, 899, 504]
column-4 — [470, 24, 614, 1928]
trinity-town: Woodville— — [162, 1106, 213, 1117]
carthew-sub: "THE END OF THE BEGINNING." — [865, 370, 1026, 381]
timber-sub: SMALL QUANTITIES NOW AVAILABLE. — [963, 1052, 1091, 1073]
carrying-phone: PHONE 82. — [365, 2252, 415, 2263]
carthew-name: CARTHEW'S — [857, 410, 1034, 440]
hbf-emblem-icon: HBF — [135, 1014, 165, 1044]
regent-film2: " MR. BUG GOES TO TOWN " — [838, 215, 1053, 231]
time-comes-p2: The Basic Needs of the Situation. It is obvious that a situation will have to be dealt with which will be in many ways unprecedented. Not only is counter-invasion in itself different from the more normal way of a battle-line, but in this particular case two other facts must be allowed for from the beginning: — [622, 275, 778, 375]
time-comes-heading: When the Time Comes — [625, 24, 775, 40]
funeral-notice: FUNERAL Cattle strength enteral naphthalene, 2/ pkt. Repells moths, etc.—Fausett's Pharmacy. — [8, 1201, 155, 1231]
